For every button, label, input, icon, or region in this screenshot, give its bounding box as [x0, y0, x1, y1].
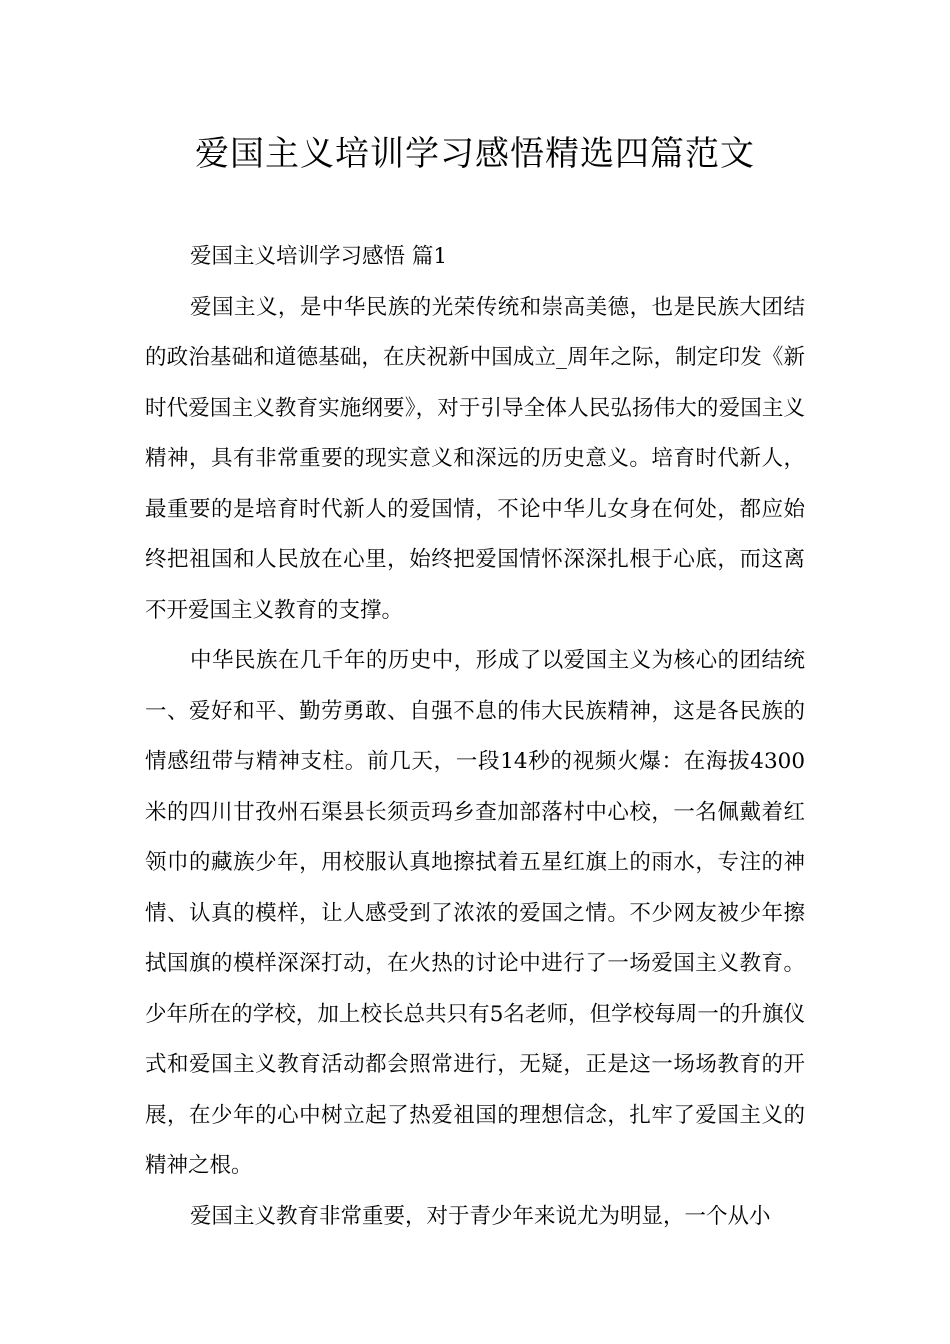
document-title: 爱国主义培训学习感悟精选四篇范文 — [195, 134, 755, 174]
paragraph-2: 中华民族在几千年的历史中，形成了以爱国主义为核心的团结统一、爱好和平、勤劳勇敢、自强不息的伟大民族精神，这是各民族的情感纽带与精神支柱。前几天，一段14秒的视频火爆：在海拔4300米的四川甘孜州石渠县长须贡玛乡查加部落村中心校，一名佩戴着红领巾的藏族少年，用校服认真地擦拭着五星红旗上的雨水，专注的神情、认真的模样，让人感受到了浓浓的爱国之情。不少网友被少年擦拭国旗的模样深深打动，在火热的讨论中进行了一场爱国主义教育。少年所在的学校，加上校长总共只有5名老师，但学校每周一的升旗仪式和爱国主义教育活动都会照常进行，无疑，正是这一场场教育的开展，在少年的心中树立起了热爱祖国的理想信念，扎牢了爱国主义的精神之根。 — [145, 648, 805, 1178]
section-heading: 爱国主义培训学习感悟 篇1 — [190, 244, 448, 269]
document-body — [145, 232, 805, 1242]
paragraph-1: 爱国主义，是中华民族的光荣传统和崇高美德，也是民族大团结的政治基础和道德基础，在庆祝新中国成立_周年之际，制定印发《新时代爱国主义教育实施纲要》，对于引导全体人民弘扬伟大的爱国主义精神，具有非常重要的现实意义和深远的历史意义。培育时代新人，最重要的是培育时代新人的爱国情，不论中华儿女身在何处，都应始终把祖国和人民放在心里，始终把爱国情怀深深扎根于心底，而这离不开爱国主义教育的支撑。 — [145, 294, 805, 623]
paragraph-3: 爱国主义教育非常重要，对于青少年来说尤为明显，一个从小 — [190, 1203, 771, 1229]
